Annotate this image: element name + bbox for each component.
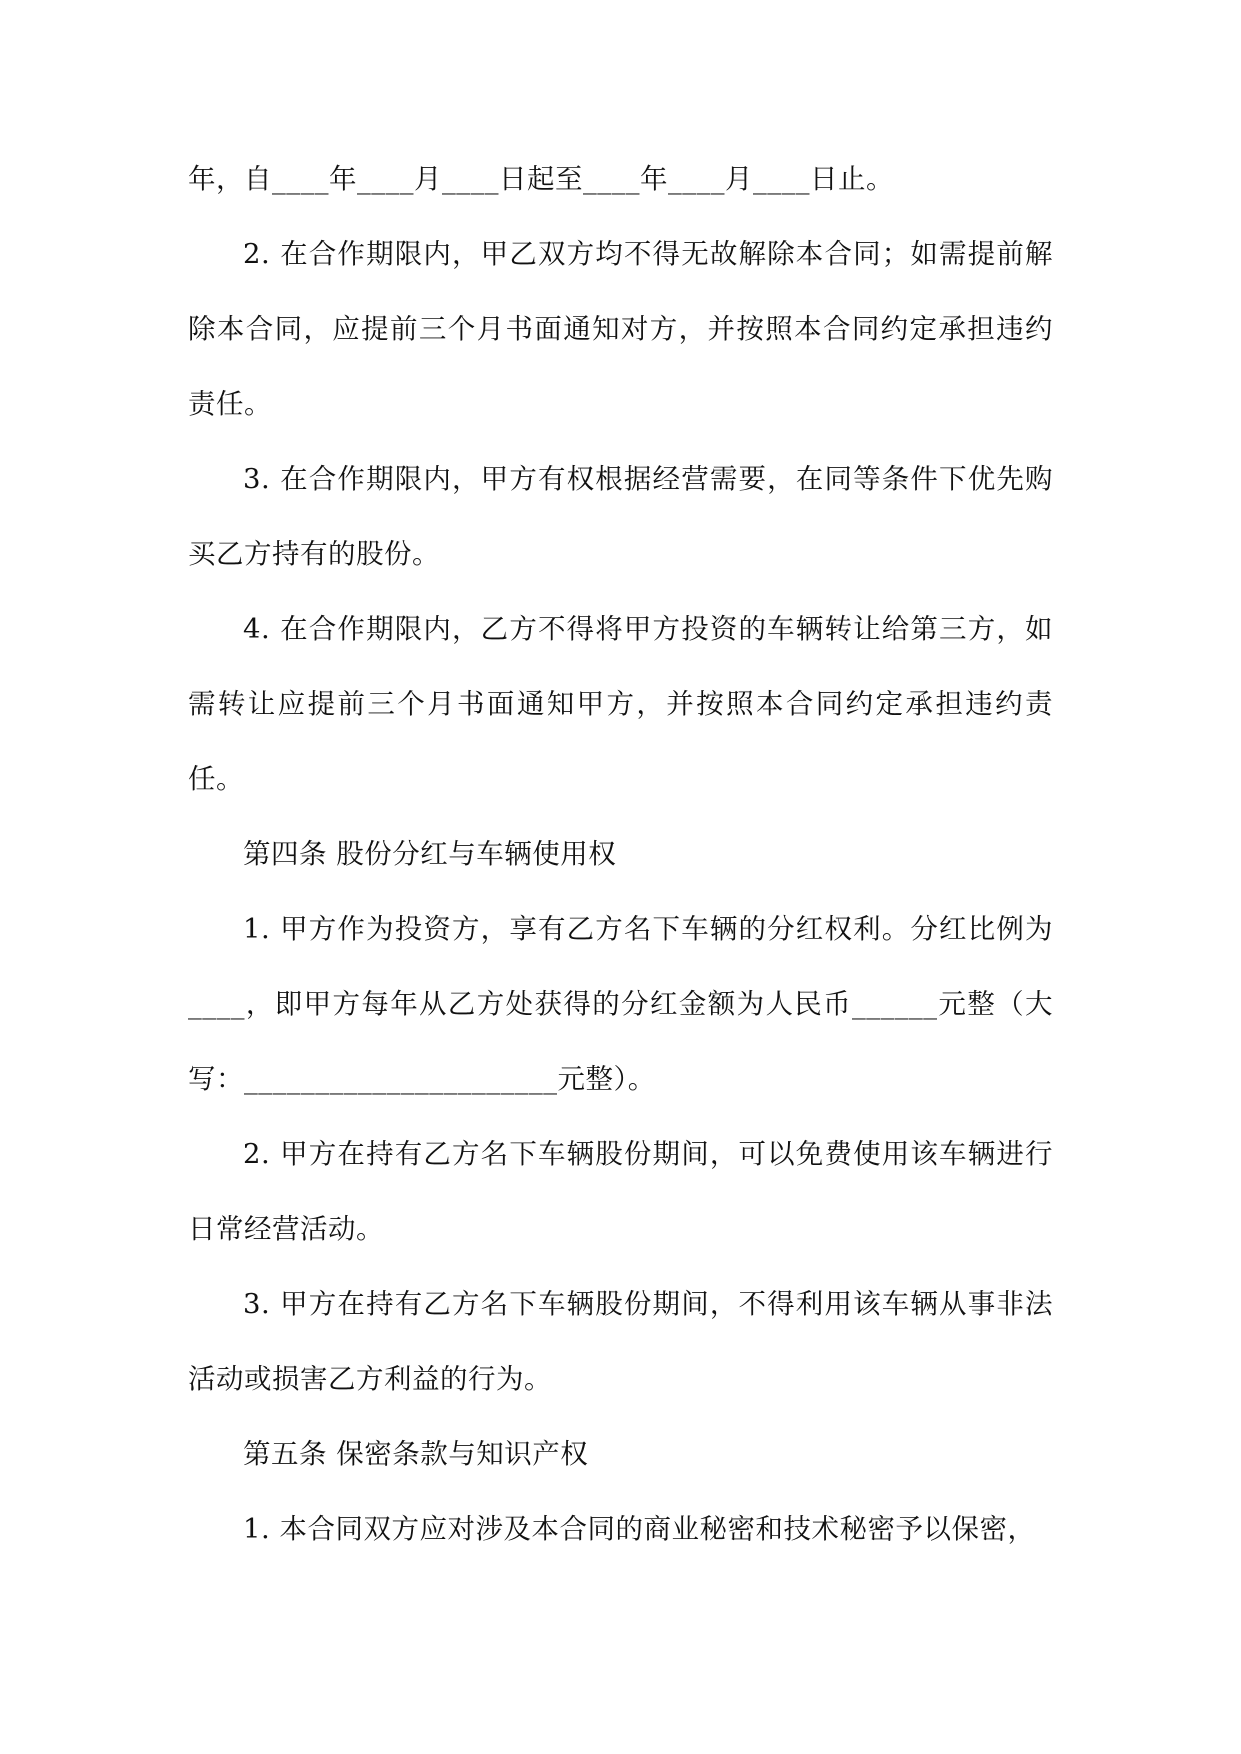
clause-3-item-2: 2. 在合作期限内，甲乙双方均不得无故解除本合同；如需提前解除本合同，应提前三个月书面通知对方，并按照本合同约定承担违约责任。 (188, 238, 1053, 420)
document-body (188, 142, 1053, 1567)
clause-4-item-2: 2. 甲方在持有乙方名下车辆股份期间，可以免费使用该车辆进行日常经营活动。 (188, 1138, 1053, 1245)
term-date-line: 年，自____年____月____日起至____年____月____日止。 (188, 163, 894, 195)
clause-3-item-4: 4. 在合作期限内，乙方不得将甲方投资的车辆转让给第三方，如需转让应提前三个月书面通知甲方，并按照本合同约定承担违约责任。 (188, 613, 1053, 795)
clause-4-item-3: 3. 甲方在持有乙方名下车辆股份期间，不得利用该车辆从事非法活动或损害乙方利益的行为。 (188, 1288, 1053, 1395)
clause-4-item-1: 1. 甲方作为投资方，享有乙方名下车辆的分红权利。分红比例为____，即甲方每年从乙方处获得的分红金额为人民币______元整（大写：______________________元整）。 (188, 913, 1053, 1095)
article-4-heading: 第四条 股份分红与车辆使用权 (243, 838, 617, 870)
article-5-heading: 第五条 保密条款与知识产权 (243, 1438, 589, 1470)
clause-5-item-1: 1. 本合同双方应对涉及本合同的商业秘密和技术秘密予以保密， (243, 1513, 1036, 1545)
clause-3-item-3: 3. 在合作期限内，甲方有权根据经营需要，在同等条件下优先购买乙方持有的股份。 (188, 463, 1053, 570)
